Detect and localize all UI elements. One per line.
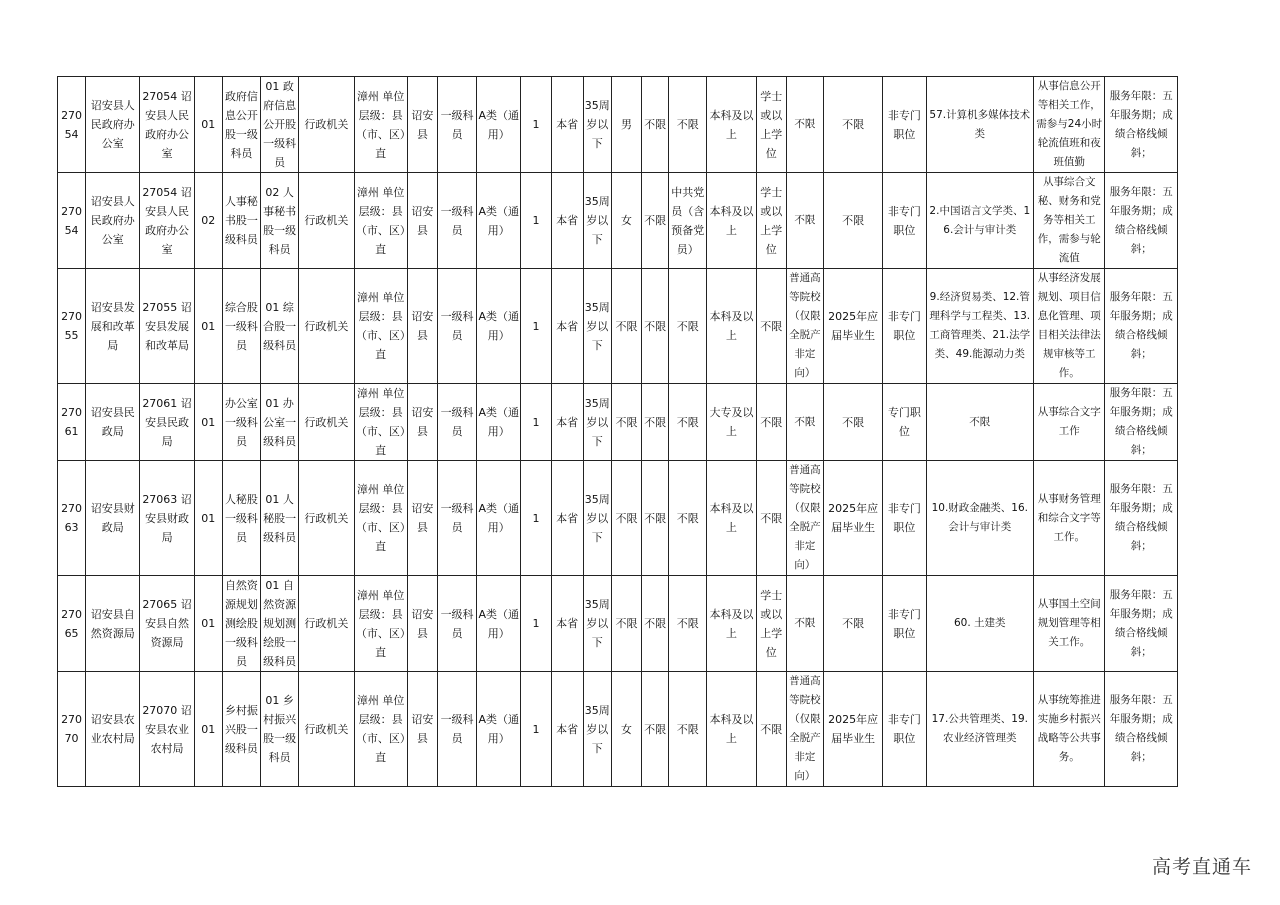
cell-education: 本科及以上 xyxy=(707,77,756,173)
cell-unit-nature: 行政机关 xyxy=(299,461,354,576)
cell-department: 诏安县财政局 xyxy=(86,461,140,576)
cell-major: 9.经济贸易类、12.管理科学与工程类、13.工商管理类、21.法学类、49.能源动力类 xyxy=(926,269,1034,384)
cell-category: A类（通用） xyxy=(477,269,521,384)
cell-level: 漳州 单位层级：县（市、区）直 xyxy=(354,77,407,173)
cell-degree: 学士或以上学位 xyxy=(756,173,786,269)
cell-work-content: 从事信息公开等相关工作，需参与24小时轮流值班和夜班值勤 xyxy=(1034,77,1105,173)
table-row xyxy=(58,77,1178,173)
cell-education: 本科及以上 xyxy=(707,672,756,787)
cell-level: 漳州 单位层级：县（市、区）直 xyxy=(354,576,407,672)
cell-post-id: 01 综合股一级科员 xyxy=(261,269,299,384)
table-row xyxy=(58,173,1178,269)
cell-recruit-scope: 本省 xyxy=(551,173,583,269)
cell-post-level: 一级科员 xyxy=(437,672,476,787)
cell-category: A类（通用） xyxy=(477,77,521,173)
cell-work-content: 从事经济发展规划、项目信息化管理、项目相关法律法规审核等工作。 xyxy=(1034,269,1105,384)
cell-unit-nature: 行政机关 xyxy=(299,173,354,269)
cell-graduate-type: 不限 xyxy=(786,77,823,173)
cell-degree: 不限 xyxy=(756,461,786,576)
cell-target-group: 不限 xyxy=(823,576,882,672)
cell-ethnicity: 不限 xyxy=(642,384,669,461)
cell-target-group: 不限 xyxy=(823,77,882,173)
cell-degree: 不限 xyxy=(756,672,786,787)
cell-work-content: 从事综合文秘、财务和党务等相关工作，需参与轮流值 xyxy=(1034,173,1105,269)
cell-graduate-type: 不限 xyxy=(786,173,823,269)
cell-unit: 27070 诏安县农业农村局 xyxy=(140,672,194,787)
cell-age: 35周岁以下 xyxy=(583,576,611,672)
cell-degree: 学士或以上学位 xyxy=(756,576,786,672)
cell-post-id: 02 人事秘书股一级科员 xyxy=(261,173,299,269)
cell-unit: 27065 诏安县自然资源局 xyxy=(140,576,194,672)
cell-education: 大专及以上 xyxy=(707,384,756,461)
cell-work-content: 从事国土空间规划管理等相关工作。 xyxy=(1034,576,1105,672)
table-body xyxy=(58,77,1178,787)
recruitment-table xyxy=(57,76,1178,787)
cell-count: 1 xyxy=(521,576,551,672)
cell-graduate-type: 普通高等院校（仅限全脱产非定向） xyxy=(786,672,823,787)
cell-post-name: 自然资源规划测绘股一级科员 xyxy=(222,576,260,672)
cell-post-level: 一级科员 xyxy=(437,269,476,384)
cell-recruit-scope: 本省 xyxy=(551,672,583,787)
cell-post-id: 01 政府信息公开股一级科员 xyxy=(261,77,299,173)
cell-unit-nature: 行政机关 xyxy=(299,77,354,173)
cell-age: 35周岁以下 xyxy=(583,384,611,461)
cell-unit-nature: 行政机关 xyxy=(299,672,354,787)
cell-count: 1 xyxy=(521,269,551,384)
cell-recruit-scope: 本省 xyxy=(551,77,583,173)
cell-target-group: 2025年应届毕业生 xyxy=(823,461,882,576)
cell-age: 35周岁以下 xyxy=(583,269,611,384)
cell-region: 诏安县 xyxy=(407,576,437,672)
cell-code: 27055 xyxy=(58,269,86,384)
cell-notes: 服务年限：五年服务期；成绩合格线倾斜； xyxy=(1105,672,1178,787)
cell-unit-nature: 行政机关 xyxy=(299,576,354,672)
cell-department: 诏安县人民政府办公室 xyxy=(86,173,140,269)
cell-post-id: 01 自然资源规划测绘股一级科员 xyxy=(261,576,299,672)
cell-category: A类（通用） xyxy=(477,384,521,461)
cell-special-post: 非专门职位 xyxy=(883,576,926,672)
cell-recruit-scope: 本省 xyxy=(551,461,583,576)
cell-recruit-scope: 本省 xyxy=(551,384,583,461)
cell-politics: 不限 xyxy=(669,461,707,576)
cell-post-name: 人秘股一级科员 xyxy=(222,461,260,576)
cell-post-id: 01 人秘股一级科员 xyxy=(261,461,299,576)
cell-education: 本科及以上 xyxy=(707,269,756,384)
cell-unit-nature: 行政机关 xyxy=(299,269,354,384)
cell-gender: 不限 xyxy=(611,269,641,384)
cell-major: 10.财政金融类、16.会计与审计类 xyxy=(926,461,1034,576)
cell-age: 35周岁以下 xyxy=(583,461,611,576)
cell-education: 本科及以上 xyxy=(707,576,756,672)
cell-category: A类（通用） xyxy=(477,173,521,269)
cell-graduate-type: 普通高等院校（仅限全脱产非定向） xyxy=(786,461,823,576)
cell-work-content: 从事统筹推进实施乡村振兴战略等公共事务。 xyxy=(1034,672,1105,787)
cell-major: 2.中国语言文学类、16.会计与审计类 xyxy=(926,173,1034,269)
cell-code: 27061 xyxy=(58,384,86,461)
cell-post-name: 办公室一级科员 xyxy=(222,384,260,461)
cell-category: A类（通用） xyxy=(477,672,521,787)
cell-region: 诏安县 xyxy=(407,173,437,269)
cell-notes: 服务年限：五年服务期；成绩合格线倾斜； xyxy=(1105,461,1178,576)
cell-count: 1 xyxy=(521,77,551,173)
cell-unit-nature: 行政机关 xyxy=(299,384,354,461)
cell-post-level: 一级科员 xyxy=(437,173,476,269)
cell-code: 27054 xyxy=(58,173,86,269)
table-row xyxy=(58,461,1178,576)
cell-education: 本科及以上 xyxy=(707,461,756,576)
cell-level: 漳州 单位层级：县（市、区）直 xyxy=(354,384,407,461)
cell-special-post: 非专门职位 xyxy=(883,173,926,269)
cell-post-name: 人事秘书股一级科员 xyxy=(222,173,260,269)
cell-major: 60. 土建类 xyxy=(926,576,1034,672)
cell-post-level: 一级科员 xyxy=(437,461,476,576)
cell-notes: 服务年限：五年服务期；成绩合格线倾斜； xyxy=(1105,576,1178,672)
cell-ethnicity: 不限 xyxy=(642,461,669,576)
table-row xyxy=(58,576,1178,672)
cell-category: A类（通用） xyxy=(477,461,521,576)
cell-count: 1 xyxy=(521,672,551,787)
cell-level: 漳州 单位层级：县（市、区）直 xyxy=(354,672,407,787)
cell-post-code: 01 xyxy=(194,576,222,672)
cell-level: 漳州 单位层级：县（市、区）直 xyxy=(354,173,407,269)
cell-post-level: 一级科员 xyxy=(437,77,476,173)
cell-degree: 不限 xyxy=(756,269,786,384)
cell-department: 诏安县民政局 xyxy=(86,384,140,461)
cell-graduate-type: 不限 xyxy=(786,384,823,461)
cell-major: 57.计算机多媒体技术类 xyxy=(926,77,1034,173)
cell-age: 35周岁以下 xyxy=(583,173,611,269)
cell-post-name: 综合股一级科员 xyxy=(222,269,260,384)
cell-level: 漳州 单位层级：县（市、区）直 xyxy=(354,461,407,576)
cell-notes: 服务年限：五年服务期；成绩合格线倾斜； xyxy=(1105,173,1178,269)
cell-unit: 27054 诏安县人民政府办公室 xyxy=(140,173,194,269)
cell-notes: 服务年限：五年服务期；成绩合格线倾斜； xyxy=(1105,269,1178,384)
cell-target-group: 不限 xyxy=(823,384,882,461)
cell-special-post: 非专门职位 xyxy=(883,672,926,787)
cell-target-group: 2025年应届毕业生 xyxy=(823,269,882,384)
cell-notes: 服务年限：五年服务期；成绩合格线倾斜； xyxy=(1105,384,1178,461)
cell-special-post: 专门职位 xyxy=(883,384,926,461)
cell-region: 诏安县 xyxy=(407,269,437,384)
cell-major: 17.公共管理类、19.农业经济管理类 xyxy=(926,672,1034,787)
cell-post-code: 02 xyxy=(194,173,222,269)
cell-ethnicity: 不限 xyxy=(642,77,669,173)
cell-unit: 27061 诏安县民政局 xyxy=(140,384,194,461)
cell-target-group: 2025年应届毕业生 xyxy=(823,672,882,787)
cell-politics: 不限 xyxy=(669,672,707,787)
cell-work-content: 从事财务管理和综合文字等工作。 xyxy=(1034,461,1105,576)
cell-gender: 男 xyxy=(611,77,641,173)
cell-count: 1 xyxy=(521,384,551,461)
cell-degree: 不限 xyxy=(756,384,786,461)
cell-post-code: 01 xyxy=(194,384,222,461)
cell-post-name: 政府信息公开股一级科员 xyxy=(222,77,260,173)
cell-ethnicity: 不限 xyxy=(642,269,669,384)
cell-politics: 不限 xyxy=(669,576,707,672)
cell-gender: 不限 xyxy=(611,384,641,461)
cell-ethnicity: 不限 xyxy=(642,576,669,672)
cell-age: 35周岁以下 xyxy=(583,672,611,787)
cell-politics: 不限 xyxy=(669,384,707,461)
cell-target-group: 不限 xyxy=(823,173,882,269)
cell-special-post: 非专门职位 xyxy=(883,77,926,173)
cell-post-name: 乡村振兴股一级科员 xyxy=(222,672,260,787)
cell-politics: 中共党员（含预备党员） xyxy=(669,173,707,269)
cell-category: A类（通用） xyxy=(477,576,521,672)
cell-unit: 27054 诏安县人民政府办公室 xyxy=(140,77,194,173)
cell-education: 本科及以上 xyxy=(707,173,756,269)
cell-code: 27063 xyxy=(58,461,86,576)
cell-special-post: 非专门职位 xyxy=(883,269,926,384)
cell-post-code: 01 xyxy=(194,461,222,576)
cell-post-level: 一级科员 xyxy=(437,384,476,461)
cell-count: 1 xyxy=(521,461,551,576)
cell-gender: 不限 xyxy=(611,576,641,672)
table-row xyxy=(58,672,1178,787)
cell-code: 27070 xyxy=(58,672,86,787)
cell-age: 35周岁以下 xyxy=(583,77,611,173)
table-row xyxy=(58,269,1178,384)
cell-recruit-scope: 本省 xyxy=(551,576,583,672)
cell-department: 诏安县农业农村局 xyxy=(86,672,140,787)
cell-post-code: 01 xyxy=(194,269,222,384)
cell-gender: 女 xyxy=(611,173,641,269)
cell-recruit-scope: 本省 xyxy=(551,269,583,384)
cell-region: 诏安县 xyxy=(407,77,437,173)
cell-ethnicity: 不限 xyxy=(642,672,669,787)
cell-region: 诏安县 xyxy=(407,384,437,461)
cell-gender: 不限 xyxy=(611,461,641,576)
cell-politics: 不限 xyxy=(669,77,707,173)
cell-post-code: 01 xyxy=(194,672,222,787)
cell-notes: 服务年限：五年服务期；成绩合格线倾斜； xyxy=(1105,77,1178,173)
cell-code: 27065 xyxy=(58,576,86,672)
cell-department: 诏安县发展和改革局 xyxy=(86,269,140,384)
cell-region: 诏安县 xyxy=(407,672,437,787)
cell-post-level: 一级科员 xyxy=(437,576,476,672)
cell-work-content: 从事综合文字工作 xyxy=(1034,384,1105,461)
cell-politics: 不限 xyxy=(669,269,707,384)
cell-ethnicity: 不限 xyxy=(642,173,669,269)
cell-post-code: 01 xyxy=(194,77,222,173)
cell-post-id: 01 乡村振兴股一级科员 xyxy=(261,672,299,787)
cell-degree: 学士或以上学位 xyxy=(756,77,786,173)
cell-special-post: 非专门职位 xyxy=(883,461,926,576)
cell-graduate-type: 不限 xyxy=(786,576,823,672)
watermark: 高考直通车 xyxy=(1151,856,1252,878)
cell-unit: 27063 诏安县财政局 xyxy=(140,461,194,576)
cell-department: 诏安县自然资源局 xyxy=(86,576,140,672)
cell-department: 诏安县人民政府办公室 xyxy=(86,77,140,173)
cell-graduate-type: 普通高等院校（仅限全脱产非定向） xyxy=(786,269,823,384)
cell-region: 诏安县 xyxy=(407,461,437,576)
cell-major: 不限 xyxy=(926,384,1034,461)
cell-gender: 女 xyxy=(611,672,641,787)
cell-count: 1 xyxy=(521,173,551,269)
cell-post-id: 01 办公室一级科员 xyxy=(261,384,299,461)
cell-level: 漳州 单位层级：县（市、区）直 xyxy=(354,269,407,384)
table-row xyxy=(58,384,1178,461)
cell-code: 27054 xyxy=(58,77,86,173)
cell-unit: 27055 诏安县发展和改革局 xyxy=(140,269,194,384)
